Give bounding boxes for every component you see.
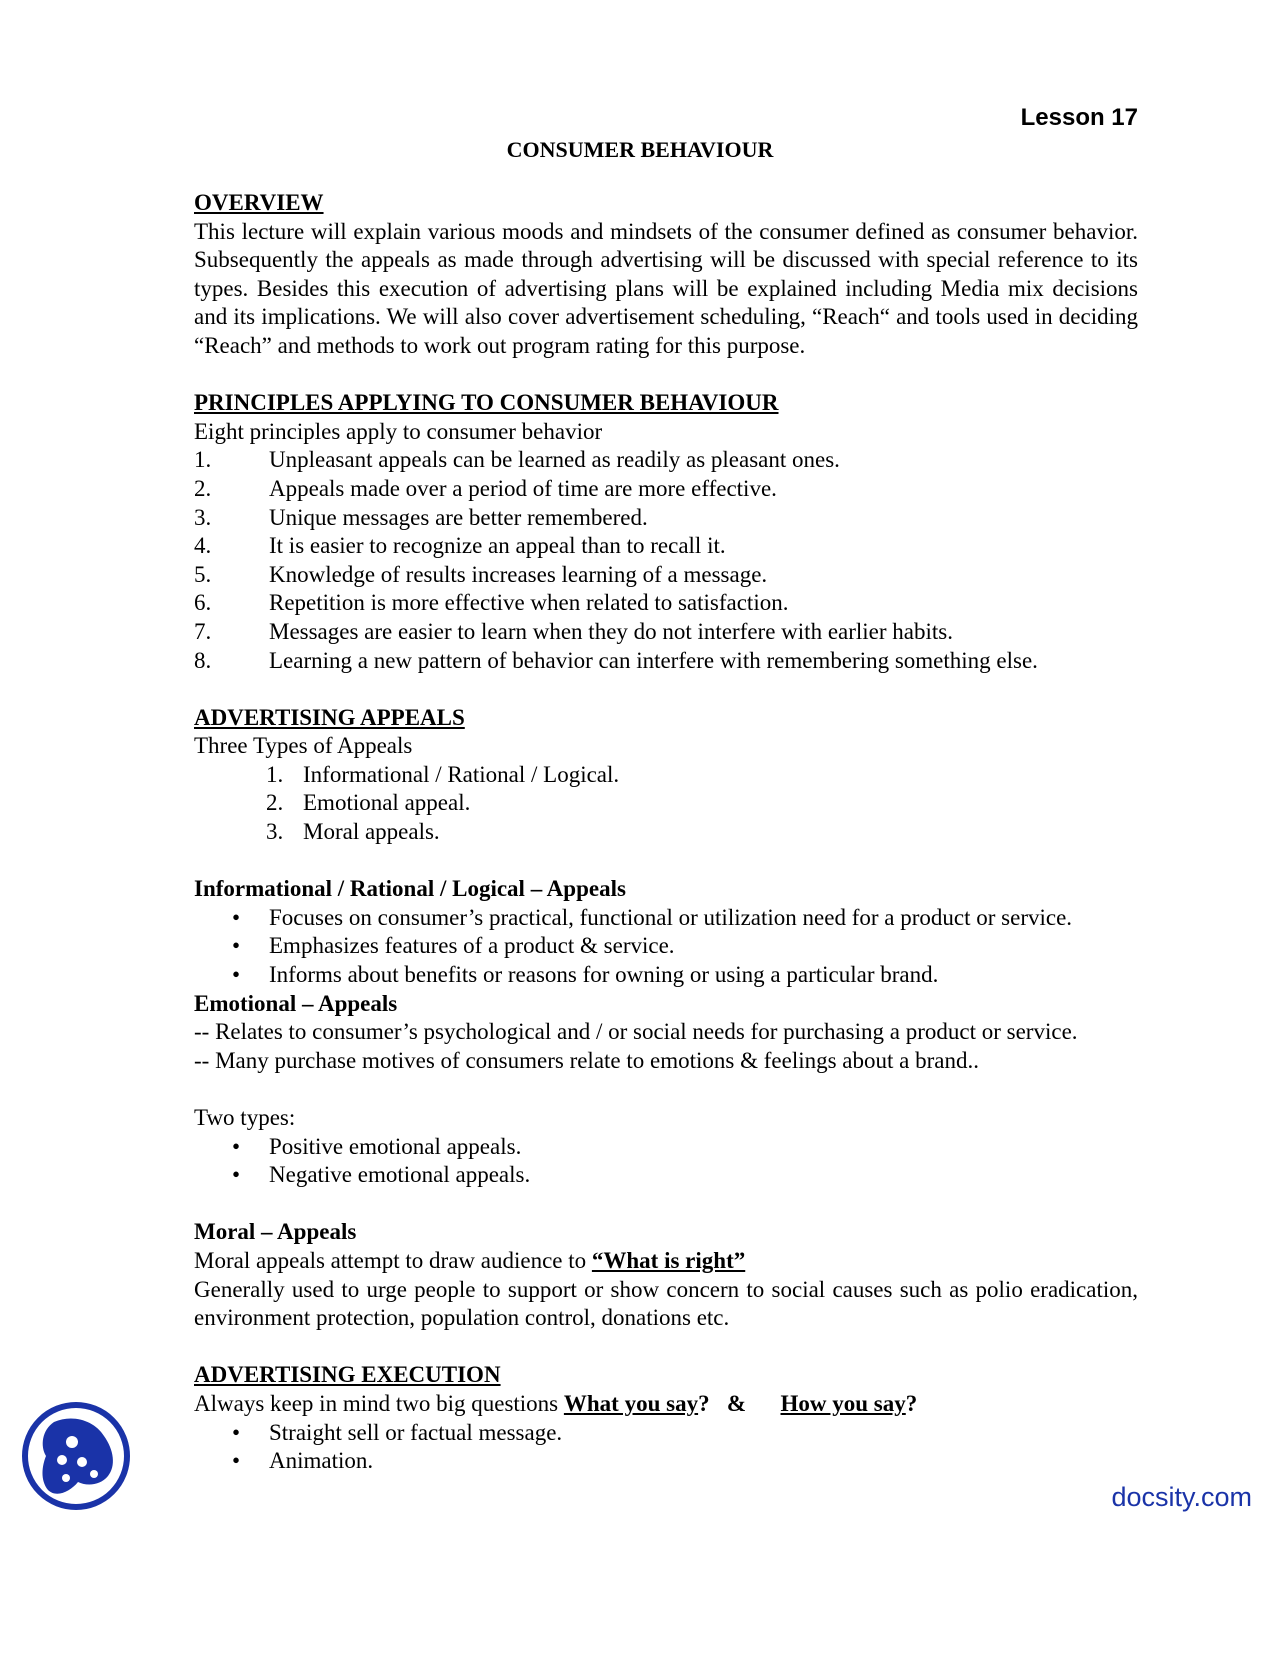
principles-heading: PRINCIPLES APPLYING TO CONSUMER BEHAVIOUR <box>194 390 779 416</box>
informational-list <box>194 904 1138 990</box>
moral-emphasis: “What is right” <box>591 1247 746 1273</box>
bullet-icon: • <box>232 962 241 988</box>
item-text: Informational / Rational / Logical. <box>303 761 620 787</box>
bullet-icon: • <box>232 904 241 930</box>
bullet-icon: • <box>232 1448 241 1474</box>
item-number: 5. <box>194 561 212 587</box>
lesson-number: Lesson 17 <box>1020 104 1138 131</box>
list-item <box>194 1419 1138 1448</box>
page-title: CONSUMER BEHAVIOUR <box>506 137 774 162</box>
item-number: 2. <box>194 475 212 501</box>
item-number: 3. <box>266 819 284 845</box>
item-number: 1. <box>266 761 284 787</box>
docsity-logo-icon[interactable] <box>20 1400 132 1512</box>
moral-heading: Moral – Appeals <box>194 1219 357 1245</box>
question-how: How you say <box>780 1390 906 1416</box>
overview-text: This lecture will explain various moods and mindsets of the consumer defined as consumer behavior. Subsequently the appeals as made through advertising will be discussed with special reference to its types. Besides this execution of advertising plans will be explained including Media mix decisions and its implications. We will also cover advertisement scheduling, “Reach“ and tools used in deciding “Reach” and methods to work out program rating for this purpose. <box>194 218 1138 358</box>
execution-questions <box>194 1390 1138 1419</box>
item-text: Knowledge of results increases learning of a message. <box>269 561 768 587</box>
execution-list <box>194 1419 1138 1476</box>
item-number: 3. <box>194 504 212 530</box>
emotional-types-list <box>194 1133 1138 1190</box>
item-number: 1. <box>194 447 212 473</box>
list-item <box>194 532 1138 561</box>
moral-line-1-text: Moral appeals attempt to draw audience to <box>194 1247 592 1273</box>
list-item <box>194 932 1138 961</box>
list-item <box>194 446 1138 475</box>
item-text: It is easier to recognize an appeal than to recall it. <box>269 533 726 559</box>
list-item <box>194 647 1138 676</box>
list-item <box>194 589 1138 618</box>
moral-line-1 <box>194 1247 1138 1276</box>
item-text: Unique messages are better remembered. <box>269 504 648 530</box>
item-text: Positive emotional appeals. <box>269 1133 522 1159</box>
list-item <box>194 475 1138 504</box>
list-item <box>194 618 1138 647</box>
bullet-icon: • <box>232 1419 241 1445</box>
item-text: Repetition is more effective when related to satisfaction. <box>269 590 789 616</box>
item-text: Appeals made over a period of time are more effective. <box>269 475 777 501</box>
item-number: 7. <box>194 618 212 644</box>
emotional-line-1: -- Relates to consumer’s psychological and / or social needs for purchasing a product or service. <box>194 1019 1078 1045</box>
item-number: 2. <box>266 790 284 816</box>
bullet-icon: • <box>232 1162 241 1188</box>
item-text: Moral appeals. <box>303 819 440 845</box>
item-text: Negative emotional appeals. <box>269 1162 531 1188</box>
item-text: Focuses on consumer’s practical, functional or utilization need for a product or service. <box>269 904 1073 930</box>
question-what: What you say <box>563 1390 699 1416</box>
informational-heading: Informational / Rational / Logical – Appeals <box>194 876 626 902</box>
overview-heading: OVERVIEW <box>194 190 324 215</box>
list-item <box>194 961 1138 990</box>
page-cutoff <box>0 1528 1280 1558</box>
question-separator: ? & <box>698 1390 781 1416</box>
moral-line-2: Generally used to urge people to support or show concern to social causes such as polio eradication, environment protection, population control, donations etc. <box>194 1276 1138 1331</box>
list-item <box>266 818 1138 847</box>
list-item <box>194 561 1138 590</box>
list-item <box>266 761 1138 790</box>
item-text: Emotional appeal. <box>303 790 471 816</box>
item-text: Unpleasant appeals can be learned as readily as pleasant ones. <box>269 447 840 473</box>
document-body <box>194 189 1138 1476</box>
item-number: 8. <box>194 647 212 673</box>
execution-heading: ADVERTISING EXECUTION <box>194 1362 501 1388</box>
item-text: Informs about benefits or reasons for owning or using a particular brand. <box>269 962 939 988</box>
appeal-types-list <box>194 761 1138 847</box>
list-item <box>194 1133 1138 1162</box>
item-text: Learning a new pattern of behavior can interfere with remembering something else. <box>269 647 1038 673</box>
question-mark: ? <box>905 1390 918 1416</box>
bullet-icon: • <box>232 933 241 959</box>
appeals-intro: Three Types of Appeals <box>194 733 413 759</box>
list-item <box>194 1447 1138 1476</box>
emotional-types-label: Two types: <box>194 1105 296 1130</box>
item-text: Emphasizes features of a product & service. <box>269 933 675 959</box>
principles-intro: Eight principles apply to consumer behavior <box>194 418 603 444</box>
list-item <box>266 789 1138 818</box>
list-item <box>194 904 1138 933</box>
execution-questions-text: Always keep in mind two big questions <box>194 1390 564 1416</box>
item-number: 6. <box>194 590 212 616</box>
item-text: Messages are easier to learn when they do not interfere with earlier habits. <box>269 618 953 644</box>
list-item <box>194 1161 1138 1190</box>
list-item <box>194 504 1138 533</box>
emotional-line-2: -- Many purchase motives of consumers relate to emotions & feelings about a brand.. <box>194 1047 979 1073</box>
appeals-heading: ADVERTISING APPEALS <box>194 704 465 730</box>
item-text: Animation. <box>269 1448 374 1474</box>
item-number: 4. <box>194 533 212 559</box>
emotional-heading: Emotional – Appeals <box>194 990 398 1016</box>
bullet-icon: • <box>232 1133 241 1159</box>
item-text: Straight sell or factual message. <box>269 1419 563 1445</box>
principles-list <box>194 446 1138 675</box>
docsity-brand-link[interactable]: docsity.com <box>1111 1482 1252 1512</box>
